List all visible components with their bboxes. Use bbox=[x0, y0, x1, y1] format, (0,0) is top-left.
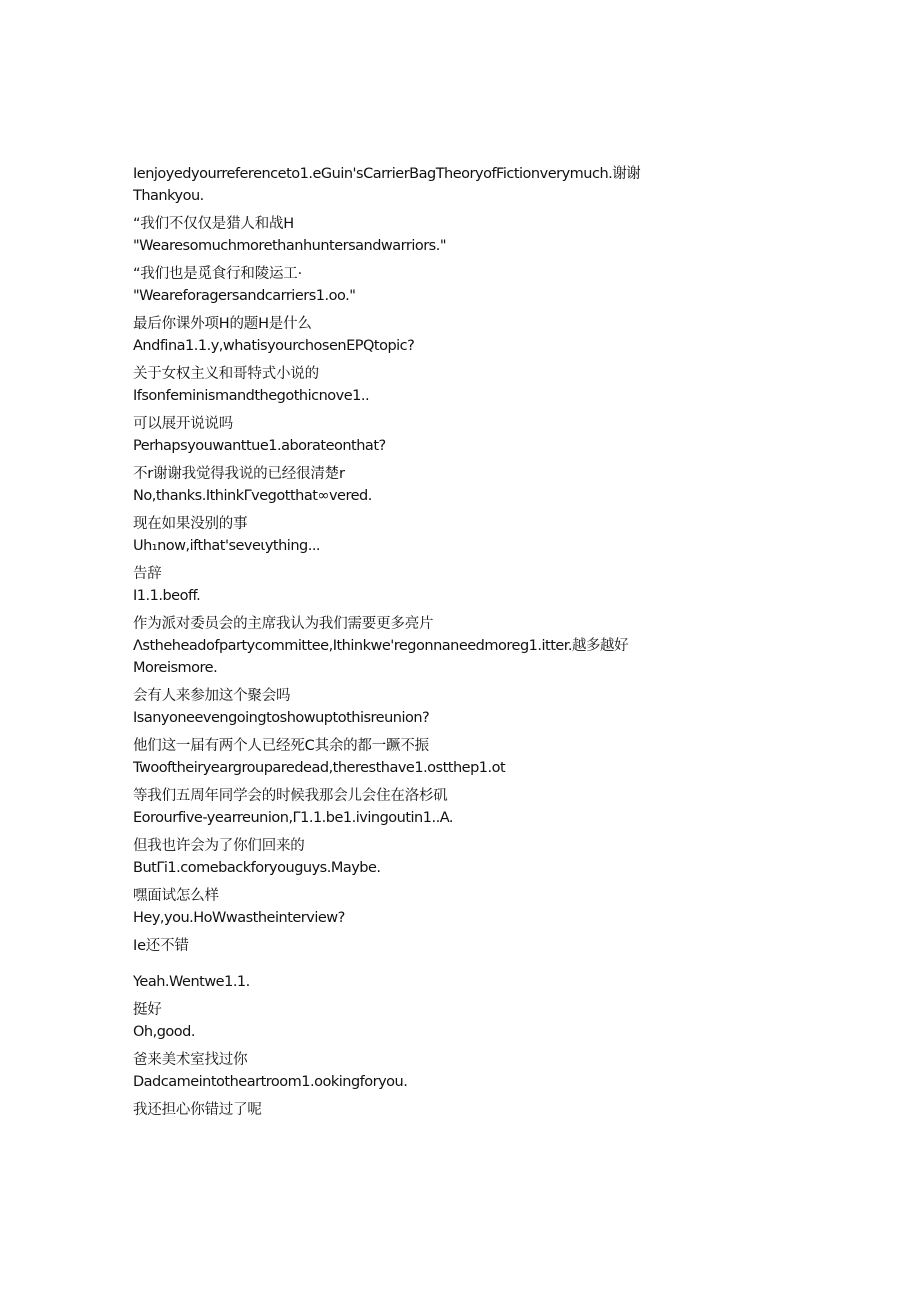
text-line: "Wearesomuchmorethanhuntersandwarriors." bbox=[133, 238, 447, 254]
text-line: 挺好 bbox=[133, 1002, 162, 1018]
text-line: Isanyoneevengoingtoshowuptothisreunion? bbox=[133, 710, 430, 726]
text-line: 作为派对委员会的主席我认为我们需要更多亮片 bbox=[133, 616, 434, 632]
text-line: I1.1.beoff. bbox=[133, 588, 201, 604]
text-line: “我们也是觅食行和陵运工· bbox=[133, 266, 303, 282]
text-line: 现在如果没别的事 bbox=[133, 516, 248, 532]
text-line: Uh₁now,ifthat'seveιything... bbox=[133, 538, 321, 554]
text-line: Yeah.Wentwe1.1. bbox=[133, 974, 250, 990]
text-line: Dadcameintotheartroom1.ookingforyou. bbox=[133, 1074, 408, 1090]
text-line: 会有人来参加这个聚会吗 bbox=[133, 688, 291, 704]
text-line: 告辞 bbox=[133, 566, 162, 582]
text-line: 可以展开说说吗 bbox=[133, 416, 234, 432]
text-line: 最后你课外项H的题H是什么 bbox=[133, 316, 312, 332]
text-line: 关于女权主义和哥特式小说的 bbox=[133, 366, 319, 382]
text-line: 但我也许会为了你们回来的 bbox=[133, 838, 305, 854]
text-line: Andfina1.1.y,whatisyourchosenEPQtopic? bbox=[133, 338, 415, 354]
text-line: "Weareforagersandcarriers1.oo." bbox=[133, 288, 356, 304]
text-line: 等我们五周年同学会的时候我那会儿会住在洛杉矶 bbox=[133, 788, 448, 804]
text-line: 嘿面试怎么样 bbox=[133, 888, 219, 904]
text-line: Ienjoyedyourreferenceto1.eGuin'sCarrierBagTheoryofFictionverymuch.谢谢 bbox=[133, 166, 641, 182]
text-line: Moreismore. bbox=[133, 660, 218, 676]
text-line: Ie还不错 bbox=[133, 938, 189, 954]
subtitle-transcript bbox=[133, 163, 793, 1121]
text-line: “我们不仅仅是猎人和战H bbox=[133, 216, 295, 232]
text-line: Eorourfive-yearreunion,Γ1.1.be1.ivingoutin1..A. bbox=[133, 810, 453, 826]
text-line: 他们这一届有两个人已经死C其余的都一蹶不振 bbox=[133, 738, 429, 754]
text-line: 我还担心你错过了呢 bbox=[133, 1102, 262, 1118]
text-line: Λstheheadofpartycommittee,Ithinkwe'regonnaneedmoreg1.itter.越多越好 bbox=[133, 638, 629, 654]
text-line: Thankyou. bbox=[133, 188, 204, 204]
text-line: Oh,good. bbox=[133, 1024, 195, 1040]
text-line: Ifsonfeminismandthegothicnove1.. bbox=[133, 388, 370, 404]
text-line: 不r谢谢我觉得我说的已经很清楚r bbox=[133, 466, 345, 482]
text-line: ButΓi1.comebackforyouguys.Maybe. bbox=[133, 860, 381, 876]
text-line: No,thanks.IthinkΓvegotthat∞vered. bbox=[133, 488, 372, 504]
text-line: Perhapsyouwanttue1.aborateonthat? bbox=[133, 438, 386, 454]
text-line: Hey,you.HoWwastheinterview? bbox=[133, 910, 345, 926]
text-line: Twooftheiryeargrouparedead,theresthave1.ostthep1.ot bbox=[133, 760, 506, 776]
text-line: 爸来美术室找过你 bbox=[133, 1052, 248, 1068]
